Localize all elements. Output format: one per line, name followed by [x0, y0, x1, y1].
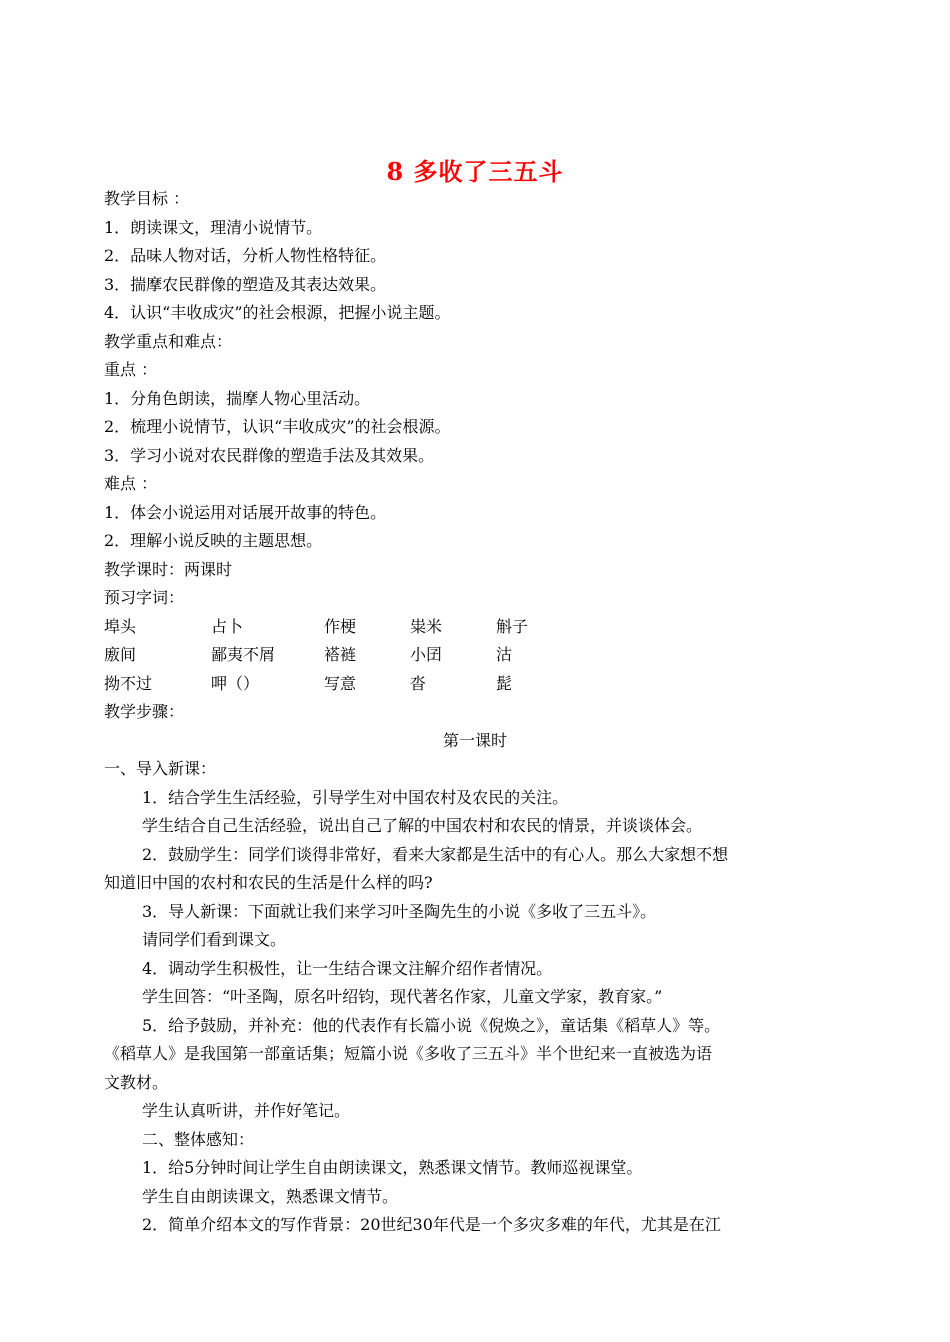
difficulty-item: 2．理解小说反映的主题思想。	[104, 531, 323, 550]
body-line: 请同学们看到课文。	[142, 930, 287, 949]
difficulty-label: 难点 ：	[104, 474, 158, 493]
objective-item: 3．揣摩农民群像的塑造及其表达效果。	[104, 275, 387, 294]
vocab-cell: 拗不过	[104, 674, 153, 693]
body-line: 4．调动学生积极性，让一生结合课文注解介绍作者情况。	[142, 959, 553, 978]
vocab-cell: 斛子	[496, 617, 529, 636]
vocab-cell: 沽	[496, 645, 513, 664]
section-heading: 二、整体感知：	[142, 1130, 255, 1149]
body-line: 学生认真听讲，并作好笔记。	[142, 1101, 351, 1120]
vocab-cell: 埠头	[104, 617, 137, 636]
difficulty-item: 1．体会小说运用对话展开故事的特色。	[104, 503, 387, 522]
focus-item: 1．分角色朗读，揣摩人物心里活动。	[104, 389, 371, 408]
body-line: 学生结合自己生活经验，说出自己了解的中国农村和农民的情景，并谈谈体会。	[142, 816, 703, 835]
section-heading: 一、导入新课：	[104, 759, 217, 778]
body-line: 学生回答：“叶圣陶，原名叶绍钧，现代著名作家，儿童文学家，教育家。”	[142, 987, 663, 1006]
lesson-heading: 第一课时	[442, 731, 507, 750]
objective-item: 4．认识“丰收成灾”的社会根源，把握小说主题。	[104, 303, 451, 322]
focus-item: 2．梳理小说情节，认识“丰收成灾”的社会根源。	[104, 417, 451, 436]
page-title: 8 多收了三五斗	[386, 157, 564, 186]
body-line: 《稻草人》是我国第一部童话集；短篇小说《多收了三五斗》半个世纪来一直被选为语	[104, 1044, 713, 1063]
body-line: 5．给予鼓励，并补充：他的代表作有长篇小说《倪焕之》，童话集《稻草人》等。	[142, 1016, 721, 1035]
body-line: 学生自由朗读课文，熟悉课文情节。	[142, 1187, 399, 1206]
vocab-cell: 占卜	[211, 617, 244, 636]
body-line: 2．鼓励学生：同学们谈得非常好，看来大家都是生活中的有心人。那么大家想不想	[142, 845, 729, 864]
vocab-cell: 鄙夷不屑	[211, 645, 276, 664]
vocab-cell: 廒间	[104, 645, 137, 664]
body-line: 2．简单介绍本文的写作背景：20世纪30年代是一个多灾多难的年代，尤其是在江	[142, 1215, 721, 1234]
body-line: 3．导人新课：下面就让我们来学习叶圣陶先生的小说《多收了三五斗》。	[142, 902, 657, 921]
vocab-cell: 髭	[496, 674, 513, 693]
vocab-cell: 写意	[324, 674, 357, 693]
vocab-cell: 小囝	[410, 645, 443, 664]
body-line: 知道旧中国的农村和农民的生活是什么样的吗?	[104, 873, 433, 892]
key-points-heading: 教学重点和难点：	[104, 332, 233, 351]
vocab-cell: 粜米	[410, 617, 443, 636]
steps-heading: 教学步骤：	[104, 702, 185, 721]
body-line: 1．结合学生生活经验，引导学生对中国农村及农民的关注。	[142, 788, 569, 807]
vocab-cell: 沓	[410, 674, 427, 693]
focus-label: 重点 ：	[104, 360, 158, 379]
objective-item: 1．朗读课文，理清小说情节。	[104, 218, 323, 237]
class-hours: 教学课时：两课时	[104, 560, 233, 579]
objectives-heading: 教学目标 ：	[104, 189, 190, 208]
body-line: 1．给5分钟时间让学生自由朗读课文，熟悉课文情节。教师巡视课堂。	[142, 1158, 643, 1177]
body-line: 文教材。	[104, 1073, 169, 1092]
focus-item: 3．学习小说对农民群像的塑造手法及其效果。	[104, 446, 435, 465]
preview-heading: 预习字词：	[104, 588, 185, 607]
vocab-cell: 褡裢	[324, 645, 357, 664]
vocab-cell: 呷（）	[211, 674, 260, 693]
objective-item: 2．品味人物对话，分析人物性格特征。	[104, 246, 387, 265]
vocab-cell: 作梗	[324, 617, 357, 636]
